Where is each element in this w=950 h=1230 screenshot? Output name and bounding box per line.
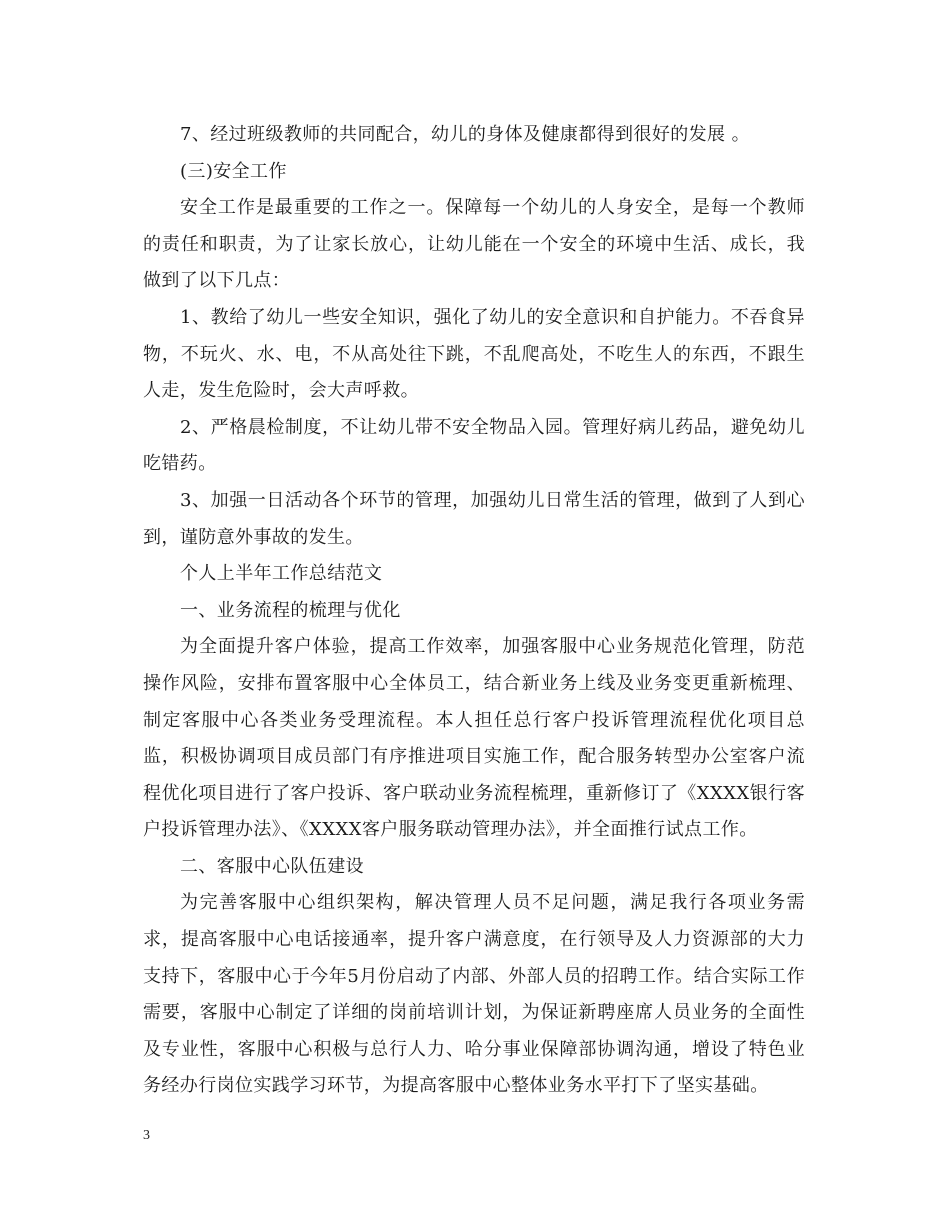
paragraph-item: 3、加强一日活动各个环节的管理，加强幼儿日常生活的管理，做到了人到心到，谨防意外事故的发生。	[143, 489, 805, 548]
section-heading: 二、客服中心队伍建设	[180, 855, 364, 877]
document-subtitle: 个人上半年工作总结范文	[180, 563, 383, 585]
page-number: 3	[143, 1128, 150, 1143]
paragraph-item: 为完善客服中心组织架构，解决管理人员不足问题，满足我行各项业务需求，提高客服中心电话接通率，提升客户满意度，在行领导及人力资源部的大力支持下，客服中心于今年5月份启动了内部、外部人员的招聘工作。结合实际工作需要，客服中心制定了详细的岗前培训计划，为保证新聘座席人员业务的全面性及专业性，客服中心积极与总行人力、哈分事业保障部协调沟通，增设了特色业务经办行岗位实践学习环节，为提高客服中心整体业务水平打下了坚实基础。	[143, 892, 805, 1097]
section-heading: 一、业务流程的梳理与优化	[180, 599, 401, 621]
document-body	[143, 117, 805, 1105]
section-heading: (三)安全工作	[180, 160, 287, 182]
paragraph-item: 安全工作是最重要的工作之一。保障每一个幼儿的人身安全，是每一个教师的责任和职责，为了让家长放心，让幼儿能在一个安全的环境中生活、成长，我做到了以下几点：	[143, 197, 805, 292]
paragraph-item: 2、严格晨检制度，不让幼儿带不安全物品入园。管理好病儿药品，避免幼儿吃错药。	[143, 416, 805, 475]
paragraph-item: 1、教给了幼儿一些安全知识，强化了幼儿的安全意识和自护能力。不吞食异物，不玩火、水、电，不从高处往下跳，不乱爬高处，不吃生人的东西，不跟生人走，发生危险时，会大声呼救。	[143, 306, 805, 402]
paragraph-item: 7、经过班级教师的共同配合，幼儿的身体及健康都得到很好的发展 。	[180, 124, 750, 145]
paragraph-item: 为全面提升客户体验，提高工作效率，加强客服中心业务规范化管理，防范操作风险，安排布置客服中心全体员工，结合新业务上线及业务变更重新梳理、制定客服中心各类业务受理流程。本人担任总行客户投诉管理流程优化项目总监，积极协调项目成员部门有序推进项目实施工作，配合服务转型办公室客户流程优化项目进行了客户投诉、客户联动业务流程梳理，重新修订了《XXXX银行客户投诉管理办法》、《XXXX客户服务联动管理办法》，并全面推行试点工作。	[143, 636, 805, 841]
